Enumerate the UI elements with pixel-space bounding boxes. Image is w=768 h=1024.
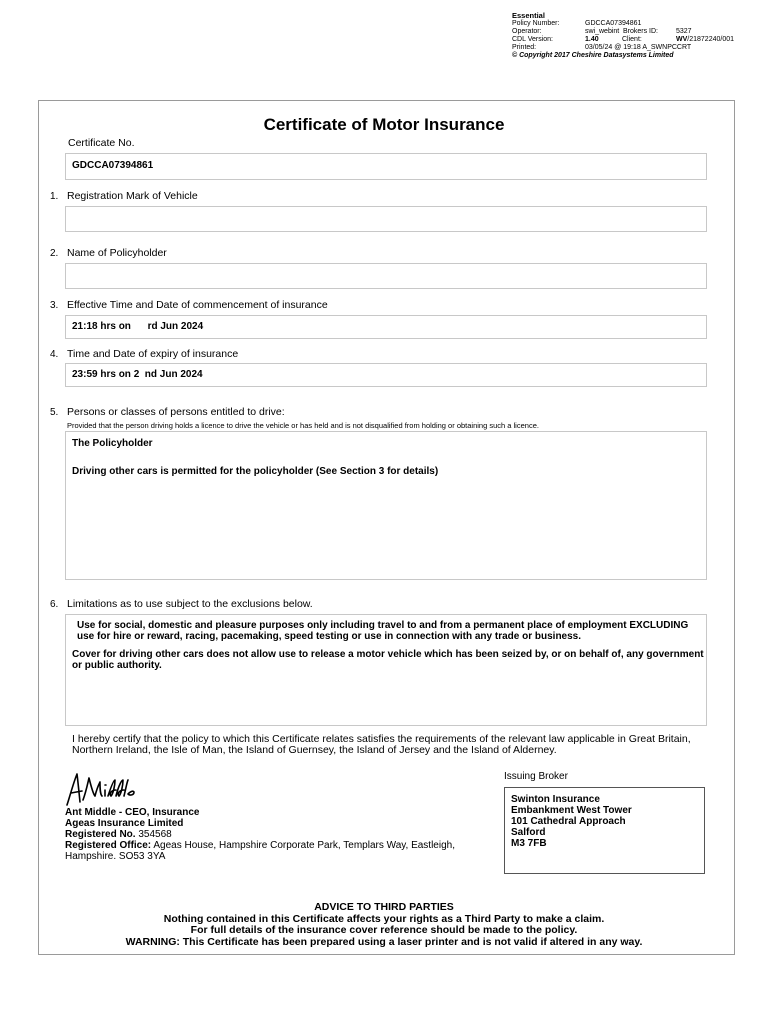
brokers-id-label: Brokers ID: <box>623 28 659 35</box>
section-4-number: 4. <box>50 349 59 360</box>
advice-line-3: WARNING: This Certificate has been prepared using a laser printer and is not valid if altered in any way. <box>125 935 643 948</box>
advice-heading: ADVICE TO THIRD PARTIES <box>314 901 454 913</box>
limitations-para-2-line-2: or public authority. <box>72 660 162 671</box>
drivers-label: Persons or classes of persons entitled to drive: <box>67 406 285 418</box>
section-6-number: 6. <box>50 599 59 610</box>
certificate-no-label: Certificate No. <box>68 137 135 149</box>
registration-mark-box <box>65 206 707 232</box>
certificate-no-value: GDCCA07394861 <box>72 160 154 171</box>
policy-number-value: GDCCA07394861 <box>585 20 642 27</box>
commencement-label: Effective Time and Date of commencement of insurance <box>67 299 328 311</box>
meta-title: Essential <box>512 11 545 20</box>
policyholder-name-label: Name of Policyholder <box>67 247 167 259</box>
drivers-box <box>65 431 707 580</box>
advice-line-1: Nothing contained in this Certificate affects your rights as a Third Party to make a claim. <box>163 912 605 925</box>
print-metadata <box>512 11 734 60</box>
insurer-name: Ageas Insurance Limited <box>65 818 184 829</box>
section-1-number: 1. <box>50 191 59 202</box>
section-3-number: 3. <box>50 300 59 311</box>
certification-line-2: Northern Ireland, the Isle of Man, the Island of Guernsey, the Island of Jersey and the Island of Alderney. <box>72 744 557 756</box>
printed-value: 03/05/24 @ 19:18 A_SWNPCCRT <box>585 44 692 51</box>
broker-line: Swinton Insurance <box>511 794 600 805</box>
limitations-para-1-line-2: use for hire or reward, racing, pacemaking, speed testing or use in connection with any trade or business. <box>77 631 582 642</box>
drivers-line-1: The Policyholder <box>72 438 153 449</box>
limitations-para-2-line-1: Cover for driving other cars does not allow use to release a motor vehicle which has been seized by, or on behalf of, any government <box>72 649 704 660</box>
registered-no-label: Registered No. <box>65 829 136 840</box>
signatory-name: Ant Middle - CEO, Insurance <box>65 807 200 818</box>
broker-line: 101 Cathedral Approach <box>511 816 626 827</box>
issuing-broker-label: Issuing Broker <box>504 771 568 782</box>
policyholder-name-box <box>65 263 707 289</box>
copyright: © Copyright 2017 Cheshire Datasystems Limited <box>512 52 674 59</box>
brokers-id-value: 5327 <box>676 28 692 35</box>
operator-label: Operator: <box>512 28 542 35</box>
signature <box>64 772 136 808</box>
advice-line-2: For full details of the insurance cover reference should be made to the policy. <box>190 924 578 936</box>
third-party-advice <box>0 902 768 948</box>
signatory-block <box>65 807 475 862</box>
registered-office-label: Registered Office: <box>65 840 152 851</box>
registration-mark-label: Registration Mark of Vehicle <box>67 190 198 202</box>
cdl-version-label: CDL Version: <box>512 36 553 43</box>
client-value: WV/21872240/001 <box>676 36 734 43</box>
drivers-licence-note: Provided that the person driving holds a licence to drive the vehicle or has held and is not disqualified from holding or obtaining such a licence. <box>67 421 539 430</box>
drivers-line-2: Driving other cars is permitted for the policyholder (See Section 3 for details) <box>72 466 439 477</box>
registered-no-value: 354568 <box>138 829 172 840</box>
operator-value: swi_webint <box>585 28 620 35</box>
policy-number-label: Policy Number: <box>512 20 560 27</box>
section-5-number: 5. <box>50 407 59 418</box>
broker-line: M3 7FB <box>511 838 547 849</box>
limitations-para-1-line-1: Use for social, domestic and pleasure purposes only including travel to and from a permanent place of employment EXCLUDING <box>77 620 689 631</box>
certificate-no-box <box>65 153 707 180</box>
broker-line: Embankment West Tower <box>511 805 632 816</box>
limitations-label: Limitations as to use subject to the exclusions below. <box>67 598 313 610</box>
commencement-value: 21:18 hrs on rd Jun 2024 <box>72 321 204 332</box>
registered-office-line-1: Ageas House, Hampshire Corporate Park, Templars Way, Eastleigh, <box>153 840 455 851</box>
registered-office-line-2: Hampshire. SO53 3YA <box>65 851 166 862</box>
expiry-label: Time and Date of expiry of insurance <box>67 348 239 360</box>
certification-line-1: I hereby certify that the policy to which this Certificate relates satisfies the requirements of the relevant law applicable in Great Britain, <box>72 733 691 745</box>
expiry-value: 23:59 hrs on 2 nd Jun 2024 <box>72 369 203 380</box>
cdl-version-value: 1.40 <box>585 36 599 43</box>
client-label: Client: <box>622 36 642 43</box>
broker-line: Salford <box>511 827 546 838</box>
issuing-broker-box <box>504 787 705 874</box>
section-2-number: 2. <box>50 248 59 259</box>
certificate-title: Certificate of Motor Insurance <box>263 115 505 134</box>
printed-label: Printed: <box>512 44 537 51</box>
